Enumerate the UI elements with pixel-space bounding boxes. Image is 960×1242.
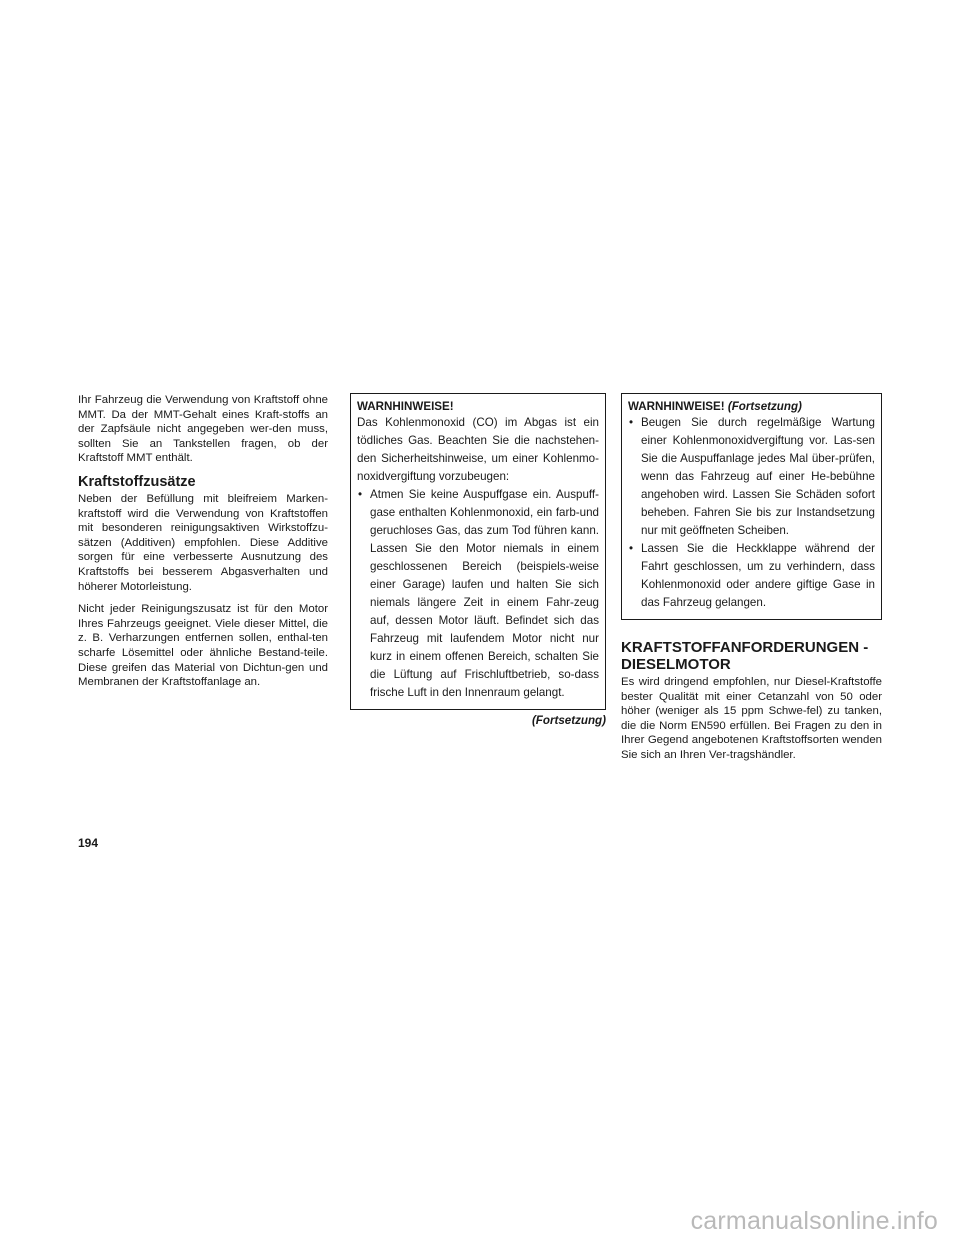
page-number: 194 <box>78 836 99 850</box>
bullet-icon: • <box>629 542 634 555</box>
bullet-icon: • <box>629 416 634 429</box>
warning-item-text: Atmen Sie keine Auspuffgase ein. Auspuff-gase enthalten Kohlenmonoxid, ein farb-und geruchloses Gas, das zum Tod führen kann. Lassen Sie den Motor niemals in einem geschlossenen Bereich (beispiels-weise einer Garage) laufen und halten Sie sich niemals längere Zeit in einem Fahr-zeug auf, dessen Motor läuft. Befindet sich das Fahrzeug mit laufendem Motor nicht nur kurz in einem offenen Bereich, schalten Sie die Lüftung auf Frischluftbetrieb, so-dass frische Luft in den Innenraum gelangt. <box>370 488 599 699</box>
right-column <box>621 393 882 771</box>
intro-paragraph: Ihr Fahrzeug die Verwendung von Kraftstoff ohne MMT. Da der MMT-Gehalt eines Kraft-stoffs an der Zapfsäule nicht angegeben wer-den muss, sollten Sie an Tankstellen fragen, ob der Kraftstoff MMT enthält. <box>78 394 328 465</box>
warning-intro: Das Kohlenmonoxid (CO) im Abgas ist ein tödliches Gas. Beachten Sie die nachstehen-den Sicherheitshinweise, um einer Kohlenmo-noxidvergiftung vorzubeugen: <box>357 416 599 483</box>
warning-title-suffix: (Fortsetzung) <box>727 400 802 413</box>
warning-box-continued <box>621 393 882 620</box>
warning-box <box>350 393 606 710</box>
warning-list <box>357 486 599 702</box>
continued-label: (Fortsetzung) <box>531 714 606 727</box>
warning-list <box>628 414 875 612</box>
left-column <box>78 393 328 698</box>
section-heading-line-1: KRAFTSTOFFANFORDERUNGEN - <box>621 639 869 656</box>
warning-item-text: Lassen Sie die Heckklappe während der Fahrt geschlossen, um zu verhindern, dass Kohlenmonoxid oder andere giftige Gase in das Fahrzeug gelangen. <box>641 542 875 609</box>
warning-title <box>628 400 875 414</box>
warning-list-item <box>357 486 599 702</box>
section-heading-line-2: DIESELMOTOR <box>621 655 731 673</box>
warning-list-item <box>628 414 875 540</box>
bullet-icon: • <box>358 488 363 501</box>
additives-paragraph-2: Nicht jeder Reinigungszusatz ist für den Motor Ihres Fahrzeugs geeignet. Viele dieser Mittel, die z. B. Verharzungen entfernen sollen, enthal-ten scharfe Lösemittel oder ähnliche Bestand-teile. Diese greifen das Material von Dichtun-gen und Membranen der Kraftstoffanlage an. <box>78 603 328 689</box>
watermark: carmanualsonline.info <box>690 1207 938 1235</box>
warning-title-text: WARNHINWEISE! <box>628 400 725 413</box>
warning-list-item <box>628 540 875 612</box>
middle-column <box>350 393 606 727</box>
warning-title: WARNHINWEISE! <box>357 400 454 413</box>
section-heading <box>621 640 882 673</box>
warning-item-text: Beugen Sie durch regelmäßige Wartung einer Kohlenmonoxidvergiftung vor. Las-sen Sie die Auspuffanlage jedes Mal über-prüfen, wenn das Fahrzeug auf einer He-bebühne angehoben wird. Lassen Sie Schäden sofort beheben. Fahren Sie bis zur Instandsetzung nur mit geöffneten Scheiben. <box>641 416 875 537</box>
additives-paragraph-1: Neben der Befüllung mit bleifreiem Marken-kraftstoff wird die Verwendung von Kraftstoffen mit besonderen reinigungsaktiven Wirkstoffzu-sätzen (Additiven) empfohlen. Diese Additive sorgen für eine verbesserte Ausnutzung des Kraftstoffs bei besserem Abgasverhalten und höherer Motorleistung. <box>78 492 328 593</box>
subheading-fuel-additives: Kraftstoffzusätze <box>78 473 196 490</box>
diesel-paragraph: Es wird dringend empfohlen, nur Diesel-Kraftstoffe bester Qualität mit einer Cetanzahl von 50 oder höher (weniger als 15 ppm Schwe-fel) zu tanken, die die Norm EN590 erfüllen. Bei Fragen zu den in Ihrer Gegend angebotenen Kraftstoffsorten wenden Sie sich an Ihren Ver-tragshändler. <box>621 676 882 761</box>
